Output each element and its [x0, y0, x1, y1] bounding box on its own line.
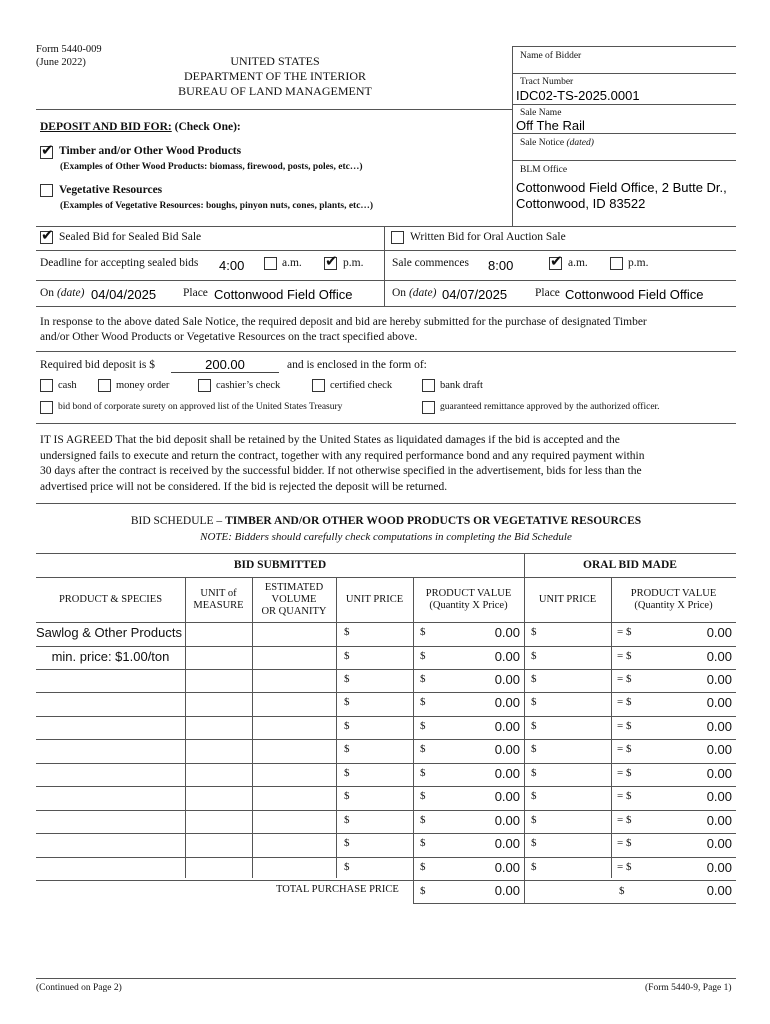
product-value-dollar: $ — [420, 837, 426, 849]
oral-unit-price-dollar: $ — [531, 743, 537, 756]
table-row-product-value[interactable]: 0.00 — [494, 812, 520, 828]
form-date: (June 2022) — [36, 57, 86, 68]
commence-am-label: a.m. — [568, 257, 588, 269]
product-value-dollar: $ — [420, 743, 426, 756]
commence-pm-label: p.m. — [628, 257, 649, 269]
tract-label: Tract Number — [520, 77, 574, 87]
deadline-am-checkbox[interactable] — [264, 257, 277, 270]
table-row-oral-value[interactable]: 0.00 — [706, 836, 732, 851]
oral-unit-price-dollar: $ — [531, 626, 537, 638]
bidder-label: Name of Bidder — [520, 51, 582, 61]
footer-form-page: (Form 5440-9, Page 1) — [645, 983, 732, 993]
sealed-date-field[interactable]: 04/04/2025 — [91, 287, 157, 302]
certified-check-label: certified check — [330, 380, 393, 391]
total-purchase-value[interactable]: 0.00 — [494, 883, 520, 898]
table-row-product-value[interactable]: 0.00 — [494, 836, 520, 851]
unit-price-dollar: $ — [344, 719, 350, 732]
tract-field[interactable]: IDC02-TS-2025.0001 — [516, 88, 640, 103]
sale-name-label: Sale Name — [520, 108, 562, 118]
required-deposit-amount[interactable]: 200.00 — [171, 357, 279, 373]
money-order-label: money order — [116, 380, 170, 391]
commence-time[interactable]: 8:00 — [488, 258, 514, 273]
oral-unit-price-dollar: $ — [531, 860, 537, 873]
col-unit-price: UNIT PRICE — [345, 594, 404, 605]
row-divider — [36, 763, 736, 764]
bank-draft-checkbox[interactable] — [422, 379, 435, 392]
guaranteed-remittance-label: guaranteed remittance approved by the authorized officer. — [440, 402, 660, 412]
table-row-oral-value[interactable]: 0.00 — [706, 695, 732, 711]
deposit-heading: DEPOSIT AND BID FOR: (Check One): — [40, 121, 241, 133]
table-row-product-value[interactable]: 0.00 — [494, 765, 520, 781]
product-value-dollar: $ — [420, 860, 426, 873]
cash-checkbox[interactable] — [40, 379, 53, 392]
table-row-oral-value[interactable]: 0.00 — [706, 625, 732, 640]
oral-unit-price-dollar: $ — [531, 719, 537, 732]
oral-date-label: On (date) — [392, 287, 437, 299]
table-row-oral-value[interactable]: 0.00 — [706, 812, 732, 828]
sealed-bid-checkbox[interactable] — [40, 226, 54, 244]
table-row-product-value[interactable]: 0.00 — [494, 648, 520, 664]
oral-equals-dollar: = $ — [617, 837, 632, 849]
row-divider — [36, 669, 736, 670]
table-row-oral-value[interactable]: 0.00 — [706, 648, 732, 664]
agreement-text: IT IS AGREED That the bid deposit shall be retained by the United States as liquidated damages if the bid is accepted and the undersigned fails to execute and return the contract, together with any required performance bond and any required payment within 30 days after the contract is received by the successful bidder. If not otherwise specified in the advertisement, bids for less than the advertised price will not be considered. If the bid is rejected the deposit will be returned. — [40, 434, 645, 493]
cashiers-check-label: cashier’s check — [216, 380, 281, 391]
total-oral-dollar-sign: $ — [619, 885, 625, 897]
oral-equals-dollar: = $ — [617, 766, 632, 779]
oral-place-label: Place — [535, 287, 560, 299]
total-dollar-sign: $ — [420, 885, 426, 897]
oral-equals-dollar: = $ — [617, 860, 632, 873]
oral-equals-dollar: = $ — [617, 672, 632, 685]
row-divider — [36, 857, 736, 858]
total-purchase-label: TOTAL PURCHASE PRICE — [276, 884, 399, 895]
row-divider — [36, 833, 736, 834]
product-value-dollar: $ — [420, 766, 426, 779]
product-value-dollar: $ — [420, 649, 426, 662]
oral-equals-dollar: = $ — [617, 813, 632, 826]
col-product-species: PRODUCT & SPECIES — [58, 594, 163, 605]
footer-continued: (Continued on Page 2) — [36, 983, 122, 993]
product-value-dollar: $ — [420, 672, 426, 685]
blm-office-label: BLM Office — [520, 165, 568, 175]
oral-unit-price-dollar: $ — [531, 696, 537, 709]
money-order-checkbox[interactable] — [98, 379, 111, 392]
sealed-date-label: On (date) — [40, 287, 85, 299]
table-row-product[interactable]: min. price: $1.00/ton — [51, 648, 170, 664]
oral-equals-dollar: = $ — [617, 696, 632, 709]
oral-unit-price-dollar: $ — [531, 672, 537, 685]
deadline-pm-label: p.m. — [343, 257, 364, 269]
col-oral-product-value: PRODUCT VALUE (Quantity X Price) — [630, 588, 717, 611]
unit-price-dollar: $ — [344, 672, 350, 685]
bid-bond-label: bid bond of corporate surety on approved list of the United States Treasury — [58, 402, 343, 412]
oral-place-field[interactable]: Cottonwood Field Office — [565, 287, 704, 302]
commence-label: Sale commences — [392, 257, 469, 269]
oral-auction-checkbox[interactable] — [391, 231, 404, 244]
oral-date-field[interactable]: 04/07/2025 — [442, 287, 508, 302]
table-row-product-value[interactable]: 0.00 — [494, 671, 520, 687]
row-divider — [36, 786, 736, 787]
bank-draft-label: bank draft — [440, 380, 483, 391]
unit-price-dollar: $ — [344, 766, 350, 779]
product-value-dollar: $ — [420, 626, 426, 638]
timber-examples: (Examples of Other Wood Products: biomass, firewood, posts, poles, etc…) — [60, 162, 363, 172]
sealed-place-label: Place — [183, 287, 208, 299]
table-row-product-value[interactable]: 0.00 — [494, 742, 520, 758]
sale-notice-label: Sale Notice (dated) — [520, 138, 594, 148]
deadline-pm-checkbox[interactable] — [324, 252, 338, 270]
unit-price-dollar: $ — [344, 626, 350, 638]
oral-equals-dollar: = $ — [617, 790, 632, 803]
unit-price-dollar: $ — [344, 860, 350, 873]
row-divider — [36, 692, 736, 693]
row-divider — [36, 810, 736, 811]
guaranteed-remittance-checkbox[interactable] — [422, 401, 435, 414]
bid-submitted-header: BID SUBMITTED — [233, 559, 327, 571]
product-value-dollar: $ — [420, 719, 426, 732]
cash-label: cash — [58, 380, 77, 391]
check-icon: ✔ — [41, 226, 54, 244]
oral-equals-dollar: = $ — [617, 649, 632, 662]
unit-price-dollar: $ — [344, 696, 350, 709]
table-row-oral-value[interactable]: 0.00 — [706, 742, 732, 758]
bid-bond-checkbox[interactable] — [40, 401, 53, 414]
col-estimated-volume: ESTIMATED VOLUME OR QUANITY — [261, 582, 327, 617]
row-divider — [36, 646, 736, 647]
agency-line-2: DEPARTMENT OF THE INTERIOR — [183, 69, 367, 83]
col-unit-of-measure: UNIT of MEASURE — [193, 588, 244, 611]
check-icon: ✔ — [550, 252, 563, 270]
certified-check-checkbox[interactable] — [312, 379, 325, 392]
product-value-dollar: $ — [420, 813, 426, 826]
table-row-product[interactable]: Sawlog & Other Products — [36, 625, 182, 640]
unit-price-dollar: $ — [344, 813, 350, 826]
agency-line-3: BUREAU OF LAND MANAGEMENT — [178, 84, 372, 98]
row-divider — [36, 739, 736, 740]
sealed-place-field[interactable]: Cottonwood Field Office — [214, 287, 353, 302]
col-product-value: PRODUCT VALUE (Quantity X Price) — [425, 588, 512, 611]
table-row-product-value[interactable]: 0.00 — [494, 789, 520, 805]
oral-equals-dollar: = $ — [617, 719, 632, 732]
bidder-field[interactable] — [520, 58, 730, 72]
unit-price-dollar: $ — [344, 649, 350, 662]
unit-price-dollar: $ — [344, 837, 350, 849]
table-row-product-value[interactable]: 0.00 — [494, 718, 520, 734]
unit-price-dollar: $ — [344, 790, 350, 803]
sale-name-field[interactable]: Off The Rail — [516, 118, 585, 133]
timber-checkbox[interactable] — [40, 141, 54, 159]
table-row-product-value[interactable]: 0.00 — [494, 859, 520, 875]
unit-price-dollar: $ — [344, 743, 350, 756]
check-icon: ✔ — [325, 252, 338, 270]
oral-unit-price-dollar: $ — [531, 766, 537, 779]
blm-office-field[interactable]: Cottonwood Field Office, 2 Butte Dr., Cottonwood, ID 83522 — [516, 180, 727, 211]
row-divider — [36, 716, 736, 717]
oral-bid-made-header: ORAL BID MADE — [583, 559, 677, 571]
table-row-product-value[interactable]: 0.00 — [494, 695, 520, 711]
check-icon: ✔ — [41, 141, 54, 159]
vegetative-examples: (Examples of Vegetative Resources: boughs, pinyon nuts, cones, plants, etc…) — [60, 201, 374, 211]
oral-unit-price-dollar: $ — [531, 790, 537, 803]
oral-equals-dollar: = $ — [617, 743, 632, 756]
vegetative-checkbox[interactable] — [40, 184, 53, 197]
table-row-oral-value[interactable]: 0.00 — [706, 859, 732, 875]
enclosed-label: and is enclosed in the form of: — [287, 359, 427, 371]
oral-equals-dollar: = $ — [617, 626, 632, 638]
deadline-am-label: a.m. — [282, 257, 302, 269]
commence-pm-checkbox[interactable] — [610, 257, 623, 270]
table-row-oral-value[interactable]: 0.00 — [706, 765, 732, 781]
deadline-label: Deadline for accepting sealed bids — [40, 257, 199, 269]
timber-label: Timber and/or Other Wood Products — [59, 145, 242, 157]
total-oral-value[interactable]: 0.00 — [706, 883, 732, 898]
row-divider — [36, 880, 736, 881]
table-row-product-value[interactable]: 0.00 — [494, 625, 520, 640]
table-row-oral-value[interactable]: 0.00 — [706, 718, 732, 734]
commence-am-checkbox[interactable] — [549, 252, 563, 270]
table-row-oral-value[interactable]: 0.00 — [706, 671, 732, 687]
schedule-title: BID SCHEDULE – TIMBER AND/OR OTHER WOOD PRODUCTS OR VEGETATIVE RESOURCES — [130, 515, 642, 527]
cashiers-check-checkbox[interactable] — [198, 379, 211, 392]
sealed-bid-label: Sealed Bid for Sealed Bid Sale — [59, 231, 202, 243]
form-number: Form 5440-009 — [36, 44, 102, 55]
oral-unit-price-dollar: $ — [531, 649, 537, 662]
agency-header — [160, 54, 390, 99]
required-deposit-label: Required bid deposit is $ — [40, 359, 155, 371]
schedule-note: NOTE: Bidders should carefully check computations in completing the Bid Schedule — [200, 531, 572, 543]
oral-unit-price-dollar: $ — [531, 813, 537, 826]
agency-line-1: UNITED STATES — [230, 54, 320, 68]
statement-text: In response to the above dated Sale Notice, the required deposit and bid are hereby submitted for the purchase of designated Timber and/or Other Wood Products or Vegetative Resources on the tract specified above. — [40, 316, 647, 343]
col-oral-unit-price: UNIT PRICE — [538, 594, 597, 605]
product-value-dollar: $ — [420, 790, 426, 803]
table-row-oral-value[interactable]: 0.00 — [706, 789, 732, 805]
deadline-time[interactable]: 4:00 — [219, 258, 245, 273]
oral-unit-price-dollar: $ — [531, 837, 537, 849]
vegetative-label: Vegetative Resources — [59, 184, 163, 196]
oral-auction-label: Written Bid for Oral Auction Sale — [410, 231, 566, 243]
product-value-dollar: $ — [420, 696, 426, 709]
